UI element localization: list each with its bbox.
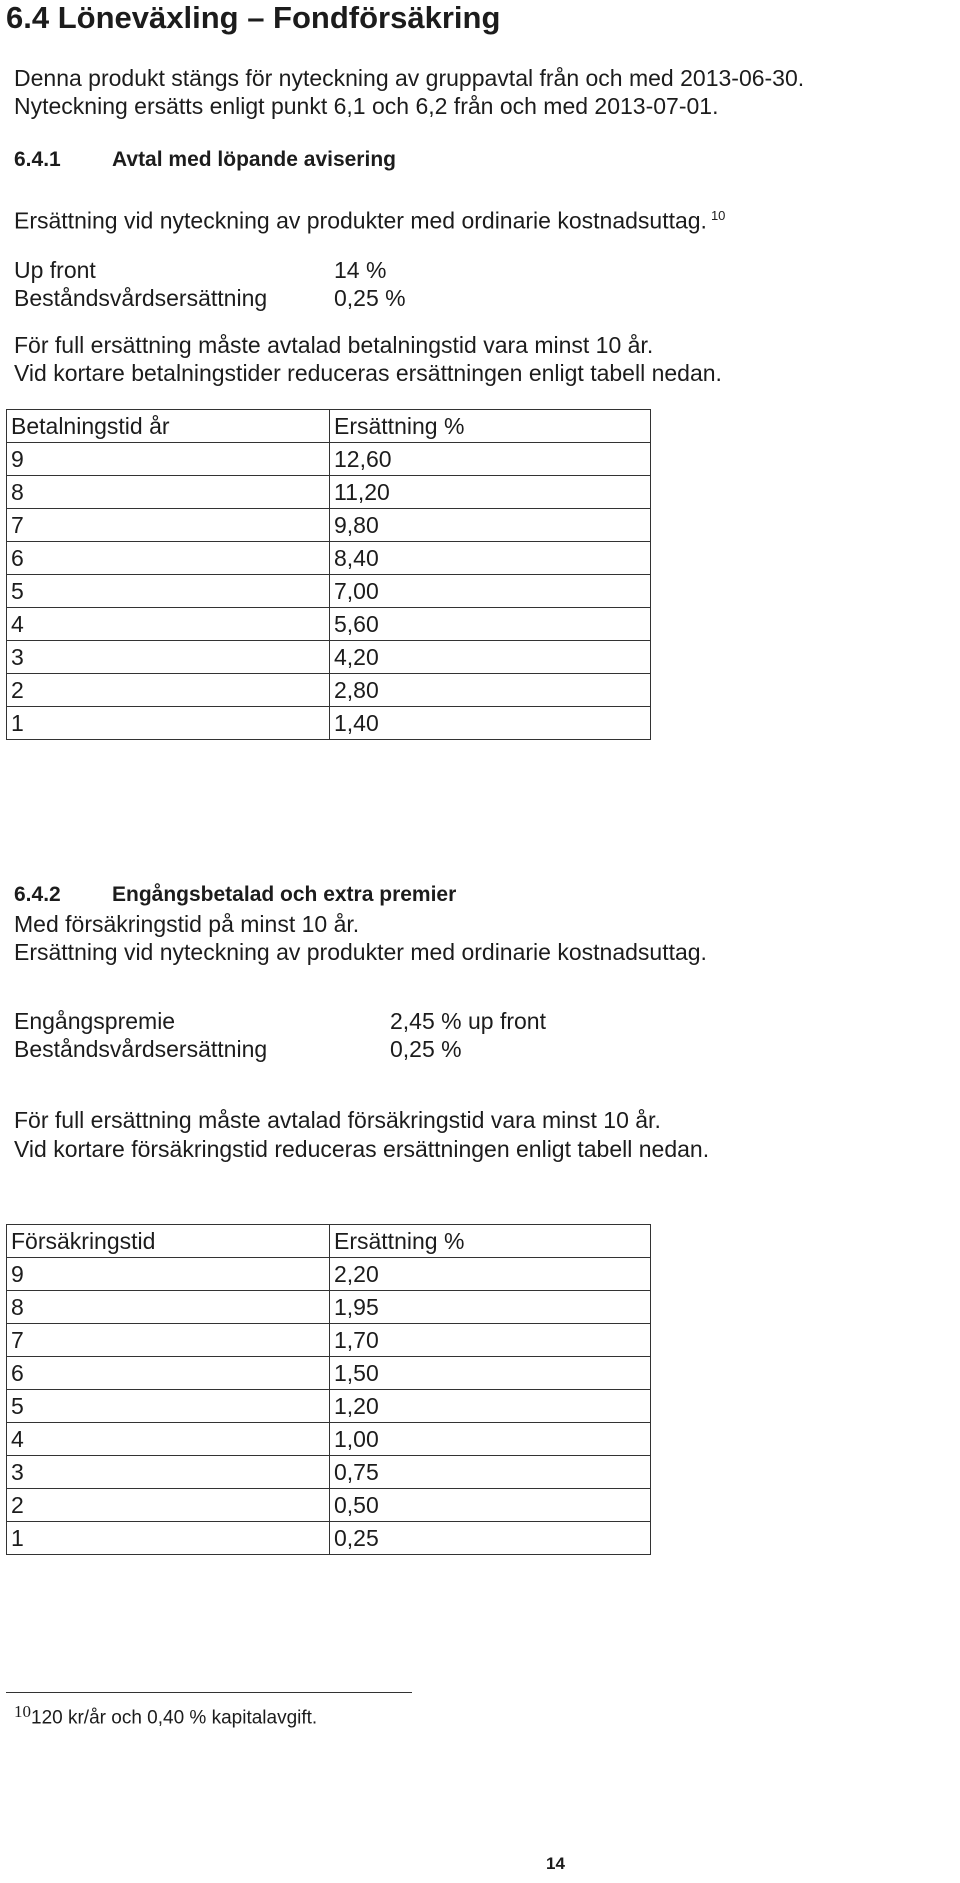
table-cell: 2,80 — [330, 674, 651, 707]
table-cell: 8 — [7, 476, 330, 509]
rate-value: 14 % — [334, 257, 387, 283]
table-cell: 1,50 — [330, 1357, 651, 1390]
table-cell: 1,70 — [330, 1324, 651, 1357]
table-row — [7, 707, 651, 740]
table-cell: 6 — [7, 542, 330, 575]
footnote-text: 120 kr/år och 0,40 % kapitalavgift. — [31, 1707, 318, 1729]
intro-line-2: Nyteckning ersätts enligt punkt 6,1 och 6,2 från och med 2013-07-01. — [14, 93, 719, 119]
rate-label: Beståndsvårdsersättning — [14, 1036, 268, 1062]
table-header-cell: Ersättning % — [330, 1225, 651, 1258]
table-row — [7, 1291, 651, 1324]
page-number: 14 — [546, 1854, 565, 1873]
rate-label: Engångspremie — [14, 1008, 176, 1034]
table-cell: 0,25 — [330, 1522, 651, 1555]
table-cell: 7,00 — [330, 575, 651, 608]
section-number: 6.4.1 — [14, 148, 61, 171]
table-header-cell: Betalningstid år — [7, 410, 330, 443]
table-cell: 1 — [7, 1522, 330, 1555]
table-cell: 2 — [7, 674, 330, 707]
rate-value: 0,25 % — [390, 1036, 462, 1062]
table-row — [7, 674, 651, 707]
table-row — [7, 509, 651, 542]
table-row — [7, 1522, 651, 1555]
table-cell: 1,40 — [330, 707, 651, 740]
table-cell: 0,75 — [330, 1456, 651, 1489]
note-line: För full ersättning måste avtalad försäkringstid vara minst 10 år. — [14, 1107, 661, 1133]
section-number: 6.4.2 — [14, 883, 61, 906]
table-cell: 2,20 — [330, 1258, 651, 1291]
page-title: 6.4 Löneväxling – Fondförsäkring — [6, 0, 501, 35]
table-row — [7, 1390, 651, 1423]
footnote — [14, 1702, 317, 1729]
footnote-reference: 10 — [710, 208, 726, 223]
table-cell: 1,00 — [330, 1423, 651, 1456]
table-row — [7, 1357, 651, 1390]
table-row — [7, 1456, 651, 1489]
table-cell: 1,95 — [330, 1291, 651, 1324]
table-cell: 9 — [7, 443, 330, 476]
table-row — [7, 476, 651, 509]
table-cell: 5,60 — [330, 608, 651, 641]
table-header-cell: Försäkringstid — [7, 1225, 330, 1258]
table-cell: 2 — [7, 1489, 330, 1522]
rate-value: 2,45 % up front — [390, 1008, 546, 1034]
table-row — [7, 1324, 651, 1357]
rate-label: Up front — [14, 257, 96, 283]
table-row — [7, 1423, 651, 1456]
table-row — [7, 641, 651, 674]
table-cell: 1,20 — [330, 1390, 651, 1423]
rate-label: Beståndsvårdsersättning — [14, 285, 268, 311]
reduction-table-2 — [6, 1224, 651, 1555]
table-cell: 6 — [7, 1357, 330, 1390]
section-description: Ersättning vid nyteckning av produkter med ordinarie kostnadsuttag. — [14, 939, 707, 965]
table-cell: 8 — [7, 1291, 330, 1324]
section-heading: Avtal med löpande avisering — [112, 148, 396, 171]
table-row — [7, 1258, 651, 1291]
table-cell: 9 — [7, 1258, 330, 1291]
intro-line-1: Denna produkt stängs för nyteckning av gruppavtal från och med 2013-06-30. — [14, 65, 805, 91]
table-cell: 7 — [7, 1324, 330, 1357]
table-cell: 4,20 — [330, 641, 651, 674]
table-header-cell: Ersättning % — [330, 410, 651, 443]
table-cell: 3 — [7, 641, 330, 674]
section-description — [14, 201, 725, 236]
table-header-row — [7, 1225, 651, 1258]
note-line: För full ersättning måste avtalad betalningstid vara minst 10 år. — [14, 332, 654, 358]
table-cell: 9,80 — [330, 509, 651, 542]
section-description: Med försäkringstid på minst 10 år. — [14, 911, 360, 937]
section-heading: Engångsbetalad och extra premier — [112, 883, 457, 906]
table-row — [7, 1489, 651, 1522]
note-line: Vid kortare försäkringstid reduceras ersättningen enligt tabell nedan. — [14, 1136, 710, 1162]
note-line: Vid kortare betalningstider reduceras ersättningen enligt tabell nedan. — [14, 360, 722, 386]
table-cell: 4 — [7, 1423, 330, 1456]
table-cell: 7 — [7, 509, 330, 542]
table-cell: 4 — [7, 608, 330, 641]
footnote-number: 10 — [14, 1702, 31, 1721]
table-cell: 8,40 — [330, 542, 651, 575]
table-row — [7, 542, 651, 575]
table-cell: 0,50 — [330, 1489, 651, 1522]
footnote-separator — [6, 1692, 412, 1693]
table-cell: 11,20 — [330, 476, 651, 509]
table-row — [7, 608, 651, 641]
table-header-row — [7, 410, 651, 443]
table-row — [7, 575, 651, 608]
table-cell: 3 — [7, 1456, 330, 1489]
section-description-text: Ersättning vid nyteckning av produkter med ordinarie kostnadsuttag. — [14, 207, 707, 234]
table-row — [7, 443, 651, 476]
table-cell: 5 — [7, 575, 330, 608]
table-cell: 5 — [7, 1390, 330, 1423]
reduction-table-1 — [6, 409, 651, 740]
table-cell: 12,60 — [330, 443, 651, 476]
rate-value: 0,25 % — [334, 285, 406, 311]
table-cell: 1 — [7, 707, 330, 740]
